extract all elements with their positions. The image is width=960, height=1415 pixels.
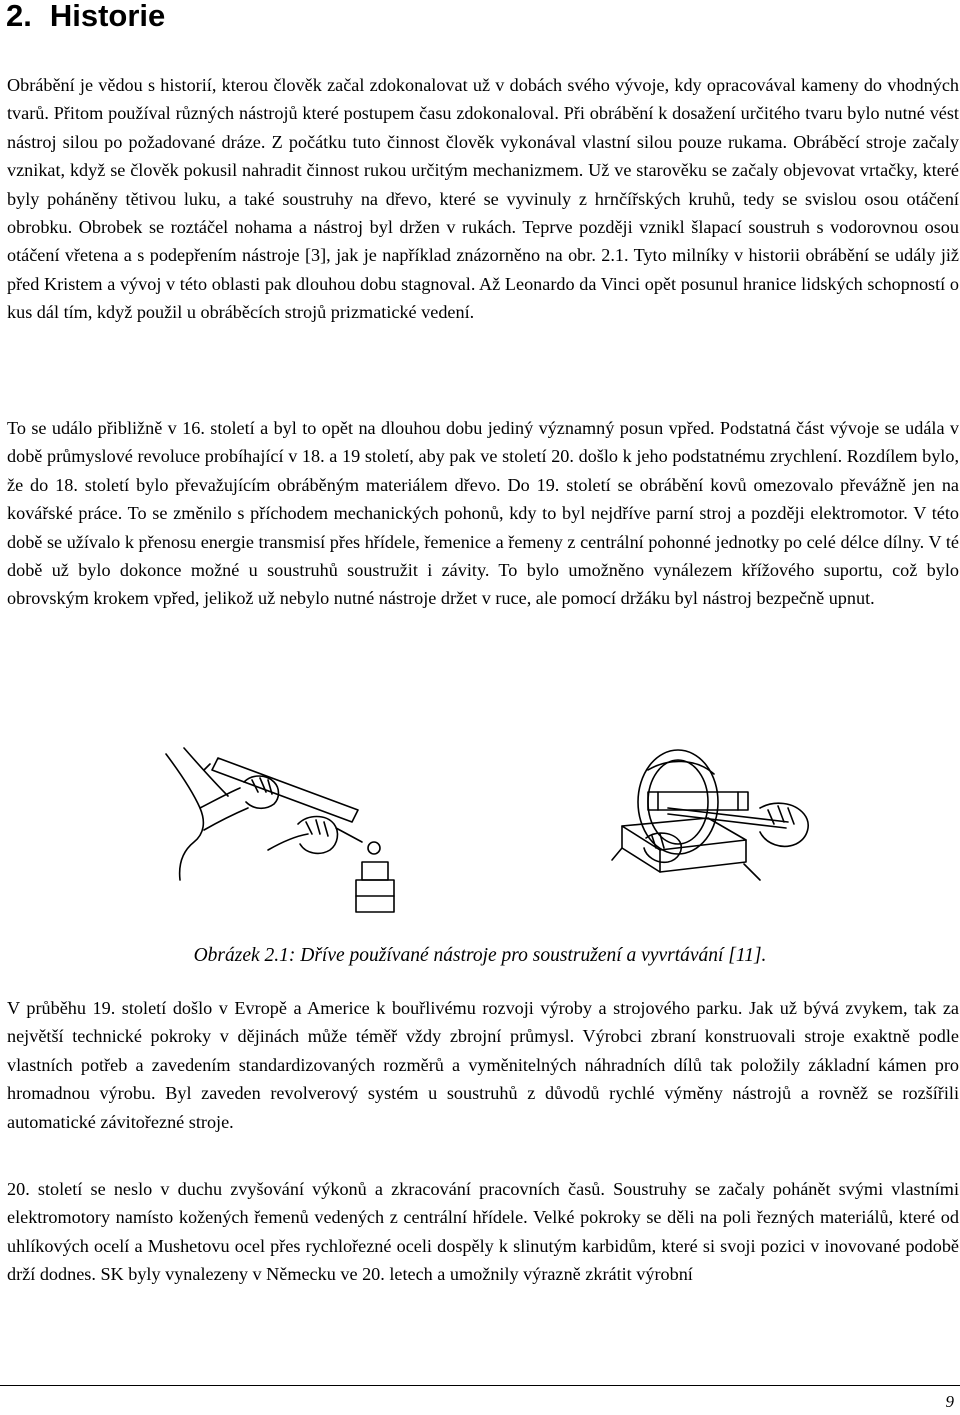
figure-caption: Obrázek 2.1: Dříve používané nástroje pro soustružení a vyvrtávání [11].	[193, 945, 767, 966]
paragraph: To se událo přibližně v 16. století a byl to opět na dlouhou dobu jediný významný posun vpřed. Podstatná část vývoje se udála v době průmyslové revoluce probíhající v 18. a 19 století, aby pak ve století 20. došlo k jeho podstatnému zrychlení. Rozdílem bylo, že do 18. století bylo převažujícím obráběným materiálem dřevo. Do 19. století se obrábění kovů omezovalo převážně jen na kovářské práce. To se změnilo s příchodem mechanických pohonů, kdy to byl nejdříve parní stroj a později elektromotor. V této době se užívalo k přenosu energie transmisí přes hřídele, řemenice a řemeny z centrální pohonné jednotky po celé délce dílny. V té době už bylo dokonce možné u soustruhů soustružit i závity. To bylo umožněno vynálezem křížového suportu, což bylo obrovským krokem vpřed, jelikož už nebylo nutné nástroje držet v ruce, ale pomocí držáku byl nástroj bezpečně upnut.	[7, 418, 959, 609]
historical-tools-figure	[148, 730, 820, 930]
section-title: Historie	[49, 0, 166, 33]
hand-drilling-illustration-icon	[166, 748, 394, 912]
paragraph: 20. století se neslo v duchu zvyšování výkonů a zkracování pracovních časů. Soustruhy se začaly pohánět svými vlastními elektromotory namísto kožených řemenů vedených z centrální hřídele. Velké pokroky se děli na poli řezných materiálů, které od uhlíkových ocelí a Mushetovu ocel přes rychlořezné oceli dospěly k slinutým karbidům, které si svoji pozici v inovované podobě drží dodnes. SK byly vynalezeny v Německu ve 20. letech a umožnily výrazně zkrátit výrobní	[7, 1179, 959, 1285]
section-heading	[6, 0, 165, 36]
page-number: 9	[945, 1392, 954, 1411]
paragraph: Obrábění je vědou s historií, kterou člověk začal zdokonalovat už v dobách svého vývoje, kdy opracovával kameny do vhodných tvarů. Přitom používal různých nástrojů které postupem času zdokonaloval. Při obrábění k dosažení určitého tvaru bylo nutné vést nástroj silou po požadované dráze. Z počátku tuto činnost člověk vykonával vlastní silou pouze rukama. Obráběcí stroje začaly vznikat, když se člověk pokusil nahradit činnost rukou určitým mechanizmem. Už ve starověku se začaly objevovat vrtačky, které byly poháněny tětivou luku, a také soustruhy na dřevo, které se vyvinuly z hrnčířských kruhů, tedy se svislou osou otáčení obrobku. Obrobek se roztáčel nohama a nástroj byl držen v rukách. Teprve později vznikl šlapací soustruh s vodorovnou osou otáčení vřetena a s podepřením nástroje [3], jak je například znázorněno na obr. 2.1. Tyto milníky v historii obrábění se udály již před Kristem a vývoj v této oblasti pak dlouhou dobu stagnoval. Až Leonardo da Vinci opět posunul hranice lidských schopností o kus dál tím, když použil u obráběcích strojů prizmatické vedení.	[7, 75, 959, 323]
paragraph: V průběhu 19. století došlo v Evropě a Americe k bouřlivému rozvoji výroby a strojového parku. Jak už bývá zvykem, tak za největší technické pokroky v dějinách může téměř vždy zbrojní průmysl. Výrobci zbraní konstruovali stroje exaktně podle vlastních potřeb a zavedením standardizovaných rozměrů a vyměnitelných náhradních dílů tak položily základní kámen pro hromadnou výrobu. Byl zaveden revolverový systém u soustruhů z důvodů rychlé výměny nástrojů a rovněž se rozšířili automatické závitořezné stroje.	[7, 998, 959, 1132]
section-number: 2.	[6, 0, 32, 33]
hand-turning-lathe-illustration-icon	[612, 750, 808, 880]
footer-divider	[0, 1385, 960, 1386]
